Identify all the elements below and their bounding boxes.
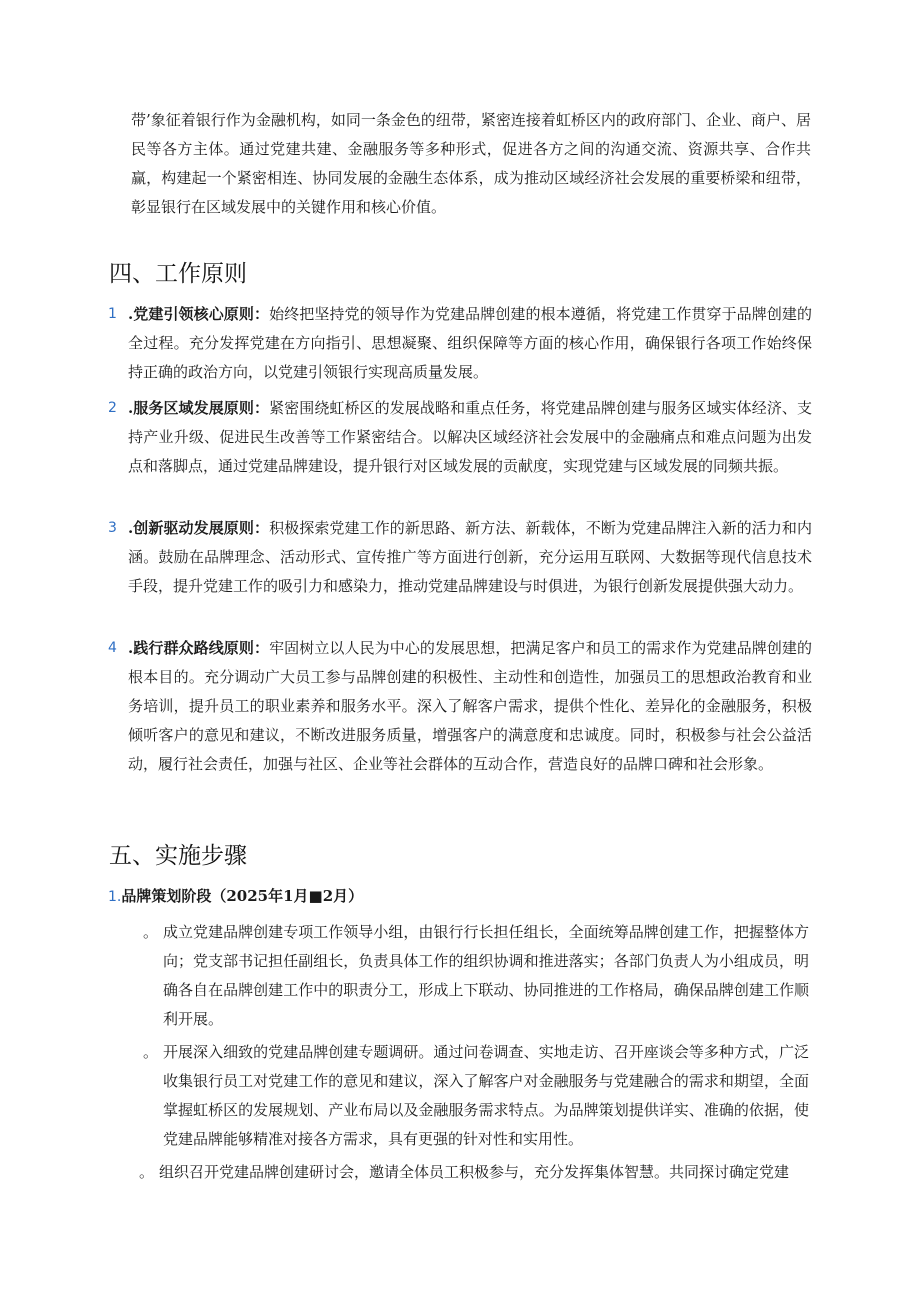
principle-body [128,634,812,779]
principle-item [108,634,812,779]
bullet-text: 开展深入细致的党建品牌创建专题调研。通过问卷调查、实地走访、召开座谈会等多种方式，广泛收集银行员工对党建工作的意见和建议，深入了解客户对金融服务与党建融合的需求和期望，全面掌握虹桥区的发展规划、产业布局以及金融服务需求特点。为品牌策划提供详实、准确的依据，使党建品牌能够精准对接各方需求，具有更强的针对性和实用性。 [163,1043,809,1148]
list-number: 2 [108,400,117,416]
principle-body [128,514,812,601]
bullet-mark: 。 [139,1163,155,1181]
principle-body [128,300,812,387]
list-number: 4 [108,640,117,656]
bullet-mark: 。 [143,1043,159,1061]
phase-title: 品牌策划阶段（2025年1月■2月） [121,887,364,905]
principle-item [108,514,812,601]
step-bullet [143,918,809,1034]
bullet-text: 成立党建品牌创建专项工作领导小组，由银行行长担任组长，全面统筹品牌创建工作，把握整体方向；党支部书记担任副组长，负责具体工作的组织协调和推进落实；各部门负责人为小组成员，明确各自在品牌创建工作中的职责分工，形成上下联动、协同推进的工作格局，确保品牌创建工作顺利开展。 [163,923,809,1028]
principle-text: 牢固树立以人民为中心的发展思想，把满足客户和员工的需求作为党建品牌创建的根本目的。充分调动广大员工参与品牌创建的积极性、主动性和创造性，加强员工的思想政治教育和业务培训，提升员工的职业素养和服务水平。深入了解客户需求，提供个性化、差异化的金融服务，积极倾听客户的意见和建议，不断改进服务质量，增强客户的满意度和忠诚度。同时，积极参与社会公益活动，履行社会责任，加强与社区、企业等社会群体的互动合作，营造良好的品牌口碑和社会形象。 [128,639,812,773]
principle-body [128,394,812,481]
bullet-mark: 。 [143,923,159,941]
principle-title: .践行群众路线原则： [128,639,270,657]
phase-heading [108,882,363,912]
principle-text: 始终把坚持党的领导作为党建品牌创建的根本遵循，将党建工作贯穿于品牌创建的全过程。充分发挥党建在方向指引、思想凝聚、组织保障等方面的核心作用，确保银行各项工作始终保持正确的政治方向，以党建引领银行实现高质量发展。 [128,305,812,381]
section-heading-steps: 五、实施步骤 [109,843,247,869]
principle-item [108,394,812,481]
list-number: 3 [108,520,117,536]
section-heading-principles: 四、工作原则 [109,261,247,287]
phase-number: 1. [108,889,122,905]
step-bullet [143,1038,809,1154]
step-bullet [139,1158,811,1187]
principle-title: .党建引领核心原则： [128,305,270,323]
principle-title: .服务区域发展原则： [128,399,270,417]
principle-item [108,300,812,387]
intro-paragraph: 带’象征着银行作为金融机构，如同一条金色的纽带，紧密连接着虹桥区内的政府部门、企业、商户、居民等各方主体。通过党建共建、金融服务等多种形式，促进各方之间的沟通交流、资源共享、合作共赢，构建起一个紧密相连、协同发展的金融生态体系，成为推动区域经济社会发展的重要桥梁和纽带，彰显银行在区域发展中的关键作用和核心价值。 [131,111,811,216]
principle-title: .创新驱动发展原则： [128,519,270,537]
bullet-text: 组织召开党建品牌创建研讨会，邀请全体员工积极参与，充分发挥集体智慧。共同探讨确定党建 [159,1163,790,1181]
principle-text: 紧密围绕虹桥区的发展战略和重点任务，将党建品牌创建与服务区域实体经济、支持产业升级、促进民生改善等工作紧密结合。以解决区域经济社会发展中的金融痛点和难点问题为出发点和落脚点，通过党建品牌建设，提升银行对区域发展的贡献度，实现党建与区域发展的同频共振。 [128,399,812,475]
list-number: 1 [108,306,117,322]
principle-text: 积极探索党建工作的新思路、新方法、新载体，不断为党建品牌注入新的活力和内涵。鼓励在品牌理念、活动形式、宣传推广等方面进行创新，充分运用互联网、大数据等现代信息技术手段，提升党建工作的吸引力和感染力，推动党建品牌建设与时俱进，为银行创新发展提供强大动力。 [128,519,812,595]
